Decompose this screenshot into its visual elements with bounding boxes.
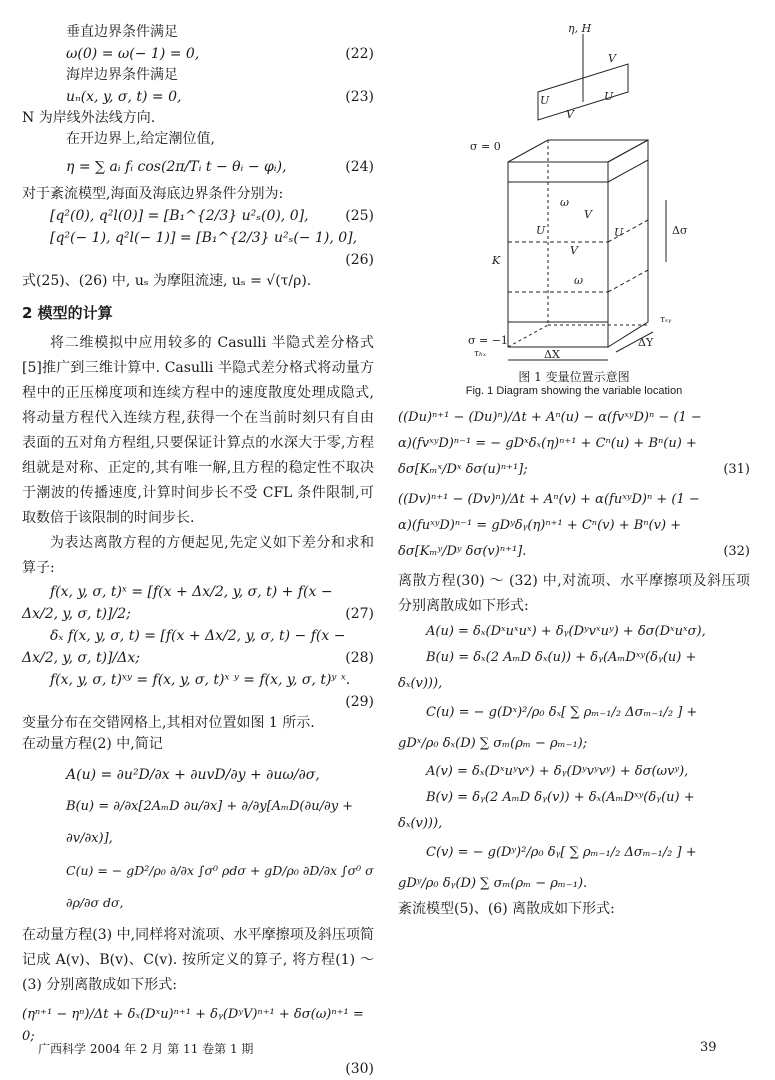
svg-text:U: U [540,94,550,107]
equation-B-u: B(u) = ∂/∂x[2AₘD ∂u/∂x] + ∂/∂y[AₘD(∂u/∂y + ∂v/∂x)], [66,799,354,846]
right-column [398,22,750,920]
section-title: 2 模型的计算 [22,304,113,322]
svg-text:σ = 0: σ = 0 [470,140,501,153]
svg-text:K: K [492,254,501,267]
paragraph-turbulence-discrete: 紊流模型(5)、(6) 离散成如下形式: [398,901,615,917]
equation-C-u: C(u) = − gD²/ρ₀ ∂/∂x ∫σ⁰ ρdσ + gD/ρ₀ ∂D/∂x ∫σ⁰ σ ∂ρ/∂σ dσ, [66,863,374,910]
figure-caption-en: Fig. 1 Diagram showing the variable location [465,385,683,397]
svg-text:V: V [566,108,574,121]
equation-25: [q²(0), q²l(0)] = [B₁^{2/3} u²ₛ(0), 0], (25) [50,208,374,224]
paragraph-discretization: 离散方程(30) ～ (32) 中,对流项、水平摩擦项及斜压项分别离散成如下形式: [398,573,750,614]
discrete-terms-v: A(v) = δₓ(Dˣuʸvˣ) + δᵧ(Dʸvʸvʸ) + δσ(ωvʸ), B(v) = δᵧ(2 AₘD δᵧ(v)) + δₓ(AₘDˣʸ(δᵧ(u) + δₓ(v))), C(v) = − g(Dʸ)²/ρ₀ δᵧ[ ∑ ρₘ₋₁/₂ Δσₘ₋₁/₂ ] + gDʸ/ρ₀ δᵧ(D) ∑ σₘ(ρₘ − ρₘ₋₁). [398,759,750,899]
turbulence-label: 对于紊流模型,海面及海底边界条件分别为: [22,186,284,202]
discrete-B-u: B(u) = δₓ(2 AₘD δₓ(u)) + δᵧ(AₘDˣʸ(δᵧ(u) + [426,650,697,665]
paragraph-casulli: 将二维模拟中应用较多的 Casulli 半隐式差分格式[5]推广到三维计算中. Casulli 半隐式差分格式将动量方程中的正压梯度项和连续方程中的速度散度处理成隐式,将动量方程代入连续方程,获得一个在当前时刻只有自由表面的五对角方程组,只要保证计算点的水深大于零,方程组就是对称、正定的,其有唯一解,且方程的稳定性不取决于潮波的传播速度,计算时间步长不受 CFL 条件限制,可取数倍于该限制的时间步长. [22,335,374,526]
discrete-C-v: C(v) = − g(Dʸ)²/ρ₀ δᵧ[ ∑ ρₘ₋₁/₂ Δσₘ₋₁/₂ ] + [426,845,697,860]
discrete-terms-u: A(u) = δₓ(Dˣuˣuˣ) + δᵧ(Dʸvˣuʸ) + δσ(Dˣuˣσ), B(u) = δₓ(2 AₘD δₓ(u)) + δᵧ(AₘDˣʸ(δᵧ(u) + δₓ(v))), C(u) = − g(Dˣ)²/ρ₀ δₓ[ ∑ ρₘ₋₁/₂ Δσₘ₋₁/₂ ] + gDˣ/ρ₀ δₓ(D) ∑ σₘ(ρₘ − ρₘ₋₁); [398,619,750,759]
svg-text:U: U [604,90,614,103]
svg-text:ΔX: ΔX [544,348,560,361]
equation-22: ω(0) = ω(− 1) = 0, (22) [66,46,374,62]
equation-32: ((Dv)ⁿ⁺¹ − (Dv)ⁿ)/Δt + Aⁿ(v) + α(fuˣʸD)ⁿ + (1 − α)(fuˣʸD)ⁿ⁻¹ = gDʸδᵧ(η)ⁿ⁺¹ + Cⁿ(v) + Bⁿ(v) + δσ[Kₘʸ/Dʸ δσ(v)ⁿ⁺¹]. (32) [398,492,750,559]
figure-caption-cn: 图 1 变量位置示意图 [518,370,630,384]
equation-23: uₙ(x, y, σ, t) = 0, (23) [66,89,374,105]
equation-28: δₓ f(x, y, σ, t) = [f(x + Δx/2, y, σ, t) − f(x − Δx/2, y, σ, t)]/Δx; (28) [22,628,374,666]
discrete-B-v: B(v) = δᵧ(2 AₘD δᵧ(v)) + δₓ(AₘDˣʸ(δᵧ(u) + [426,790,695,805]
discrete-A-u: A(u) = δₓ(Dˣuˣuˣ) + δᵧ(Dʸvˣuʸ) + δσ(Dˣuˣσ), [426,624,706,639]
equation-29: f(x, y, σ, t)ˣʸ = f(x, y, σ, t)ˣ ʸ = f(x, y, σ, t)ʸ ˣ. (29) [50,672,374,710]
normal-direction-note: N 为岸线外法线方向. [22,110,156,126]
svg-text:V: V [584,208,592,221]
figure-1 [398,22,750,362]
column-front-face [508,162,608,347]
svg-text:Δσ: Δσ [672,224,688,237]
svg-text:τₛᵧ: τₛᵧ [660,315,672,325]
svg-text:ω: ω [574,274,583,287]
equation-26-number: (26) [345,252,374,268]
vbc-label: 垂直边界条件满足 [66,24,178,40]
svg-text:τₕₓ: τₕₓ [474,349,487,359]
open-boundary-label: 在开边界上,给定潮位值, [66,131,215,147]
paragraph-staggered-grid: 变量分布在交错网格上,其相对位置如图 1 所示. [22,715,315,731]
svg-text:σ = −1: σ = −1 [468,334,508,347]
eq26-note: 式(25)、(26) 中, uₛ 为摩阻流速, uₛ = √(τ/ρ). [22,273,312,289]
svg-text:V: V [570,244,578,257]
equation-30-number: (30) [345,1061,374,1077]
equation-31: ((Du)ⁿ⁺¹ − (Du)ⁿ)/Δt + Aⁿ(u) − α(fvˣʸD)ⁿ − (1 − α)(fvˣʸD)ⁿ⁻¹ = − gDˣδₓ(η)ⁿ⁺¹ + Cⁿ(u) + Bⁿ(u) + δσ[Kₘˣ/Dˣ δσ(u)ⁿ⁺¹]; (31) [398,410,750,477]
equations-ABC-u [22,759,374,919]
staggered-grid-diagram [398,22,750,362]
equation-24: η = ∑ aᵢ fᵢ cos(2π/Tᵢ t − θᵢ − φᵢ), (24) [66,159,374,175]
svg-text:ΔY: ΔY [638,336,654,349]
equation-26: [q²(− 1), q²l(− 1)] = [B₁^{2/3} u²ₛ(− 1), 0], [50,230,358,246]
label-eta-h: η, H [568,22,592,35]
equation-A-u: A(u) = ∂u²D/∂x + ∂uvD/∂y + ∂uω/∂σ, [66,767,320,783]
journal-footer: 广西科学 2004 年 2 月 第 11 卷第 1 期 [38,1042,254,1056]
equation-27: f(x, y, σ, t)ˣ = [f(x + Δx/2, y, σ, t) + f(x − Δx/2, y, σ, t)]/2; (27) [22,584,374,622]
paragraph-momentum-2: 在动量方程(2) 中,简记 [22,736,163,752]
equation-30: (ηⁿ⁺¹ − ηⁿ)/Δt + δₓ(Dˣu)ⁿ⁺¹ + δᵧ(DʸV)ⁿ⁺¹ + δσ(ω)ⁿ⁺¹ = 0; [22,1007,364,1044]
coast-label: 海岸边界条件满足 [66,67,178,83]
svg-text:U: U [536,224,546,237]
svg-text:V: V [608,52,616,65]
svg-text:ω: ω [560,196,569,209]
paragraph-operators-intro: 为表达离散方程的方便起见,先定义如下差分和求和算子: [22,535,374,576]
page-number: 39 [700,1040,717,1055]
svg-text:U: U [614,226,624,239]
discrete-A-v: A(v) = δₓ(Dˣuʸvˣ) + δᵧ(Dʸvʸvʸ) + δσ(ωvʸ), [426,764,689,779]
left-column [22,22,374,1080]
paragraph-momentum-3: 在动量方程(3) 中,同样将对流项、水平摩擦项及斜压项简记成 A(v)、B(v)、C(v). 按所定义的算子, 将方程(1) ～ (3) 分别离散成如下形式: [22,927,374,993]
discrete-C-u: C(u) = − g(Dˣ)²/ρ₀ δₓ[ ∑ ρₘ₋₁/₂ Δσₘ₋₁/₂ ] + [426,705,698,720]
